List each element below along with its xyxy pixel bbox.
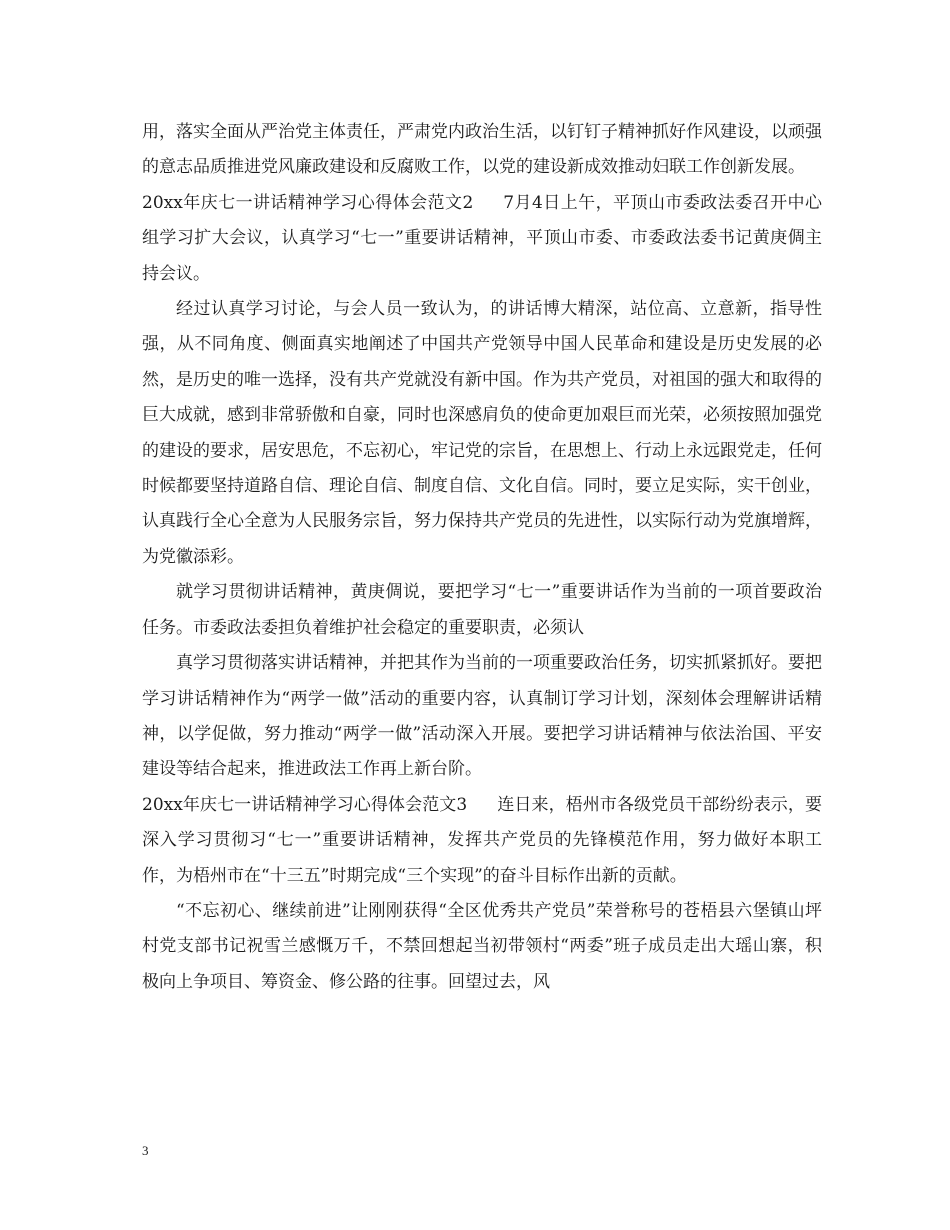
paragraph-heading-sample-2 <box>142 186 822 292</box>
document-page <box>142 115 822 1000</box>
sample-body: 连日来，梧州市各级党员干部纷纷表示，要深入学习贯彻习“七一”重要讲话精神，发挥共产党员的先锋模范作用，努力做好本职工作，为梧州市在“十三五”时期完成“三个实现”的奋斗目标作出新的贡献。 <box>142 794 822 886</box>
paragraph-not-forget: “不忘初心、继续前进”让刚刚获得“全区优秀共产党员”荣誉称号的苍梧县六堡镇山坪村党支部书记祝雪兰感慨万千，不禁回想起当初带领村“两委”班子成员走出大瑶山寨，积极向上争项目、筹资金、修公路的往事。回望过去，风 <box>142 900 822 992</box>
paragraph-continuation: 用，落实全面从严治党主体责任，严肃党内政治生活，以钉钉子精神抓好作风建设，以顽强的意志品质推进党风廉政建设和反腐败工作，以党的建设新成效推动妇联工作创新发展。 <box>142 122 822 178</box>
paragraph-discussion: 经过认真学习讨论，与会人员一致认为，的讲话博大精深，站位高、立意新，指导性强，从不同角度、侧面真实地阐述了中国共产党领导中国人民革命和建设是历史发展的必然，是历史的唯一选择，没有共产党就没有新中国。作为共产党员，对祖国的强大和取得的巨大成就，感到非常骄傲和自豪，同时也深感肩负的使命更加艰巨而光荣，必须按照加强党的建设的要求，居安思危，不忘初心，牢记党的宗旨，在思想上、行动上永远跟党走，任何时候都要坚持道路自信、理论自信、制度自信、文化自信。同时，要立足实际，实干创业，认真践行全心全意为人民服务宗旨，努力保持共产党员的先进性，以实际行动为党旗增辉，为党徽添彩。 <box>142 299 822 567</box>
sample-title: 20xx年庆七一讲话精神学习心得体会范文2 <box>142 192 474 213</box>
sample-body: 7月4日上午，平顶山市委政法委召开中心组学习扩大会议，认真学习“七一”重要讲话精神，平顶山市委、市委政法委书记黄庚倜主持会议。 <box>142 192 822 284</box>
page-number: 3 <box>142 1143 149 1158</box>
sample-title: 20xx年庆七一讲话精神学习心得体会范文3 <box>142 794 468 815</box>
paragraph-heading-sample-3 <box>142 788 822 894</box>
paragraph-study-task: 就学习贯彻讲话精神，黄庚倜说，要把学习“七一”重要讲话作为当前的一项首要政治任务。市委政法委担负着维护社会稳定的重要职责，必须认 <box>142 582 822 638</box>
paragraph-implementation: 真学习贯彻落实讲话精神，并把其作为当前的一项重要政治任务，切实抓紧抓好。要把学习讲话精神作为“两学一做”活动的重要内容，认真制订学习计划，深刻体会理解讲话精神，以学促做，努力推动“两学一做”活动深入开展。要把学习讲话精神与依法治国、平安建设等结合起来，推进政法工作再上新台阶。 <box>142 653 822 780</box>
